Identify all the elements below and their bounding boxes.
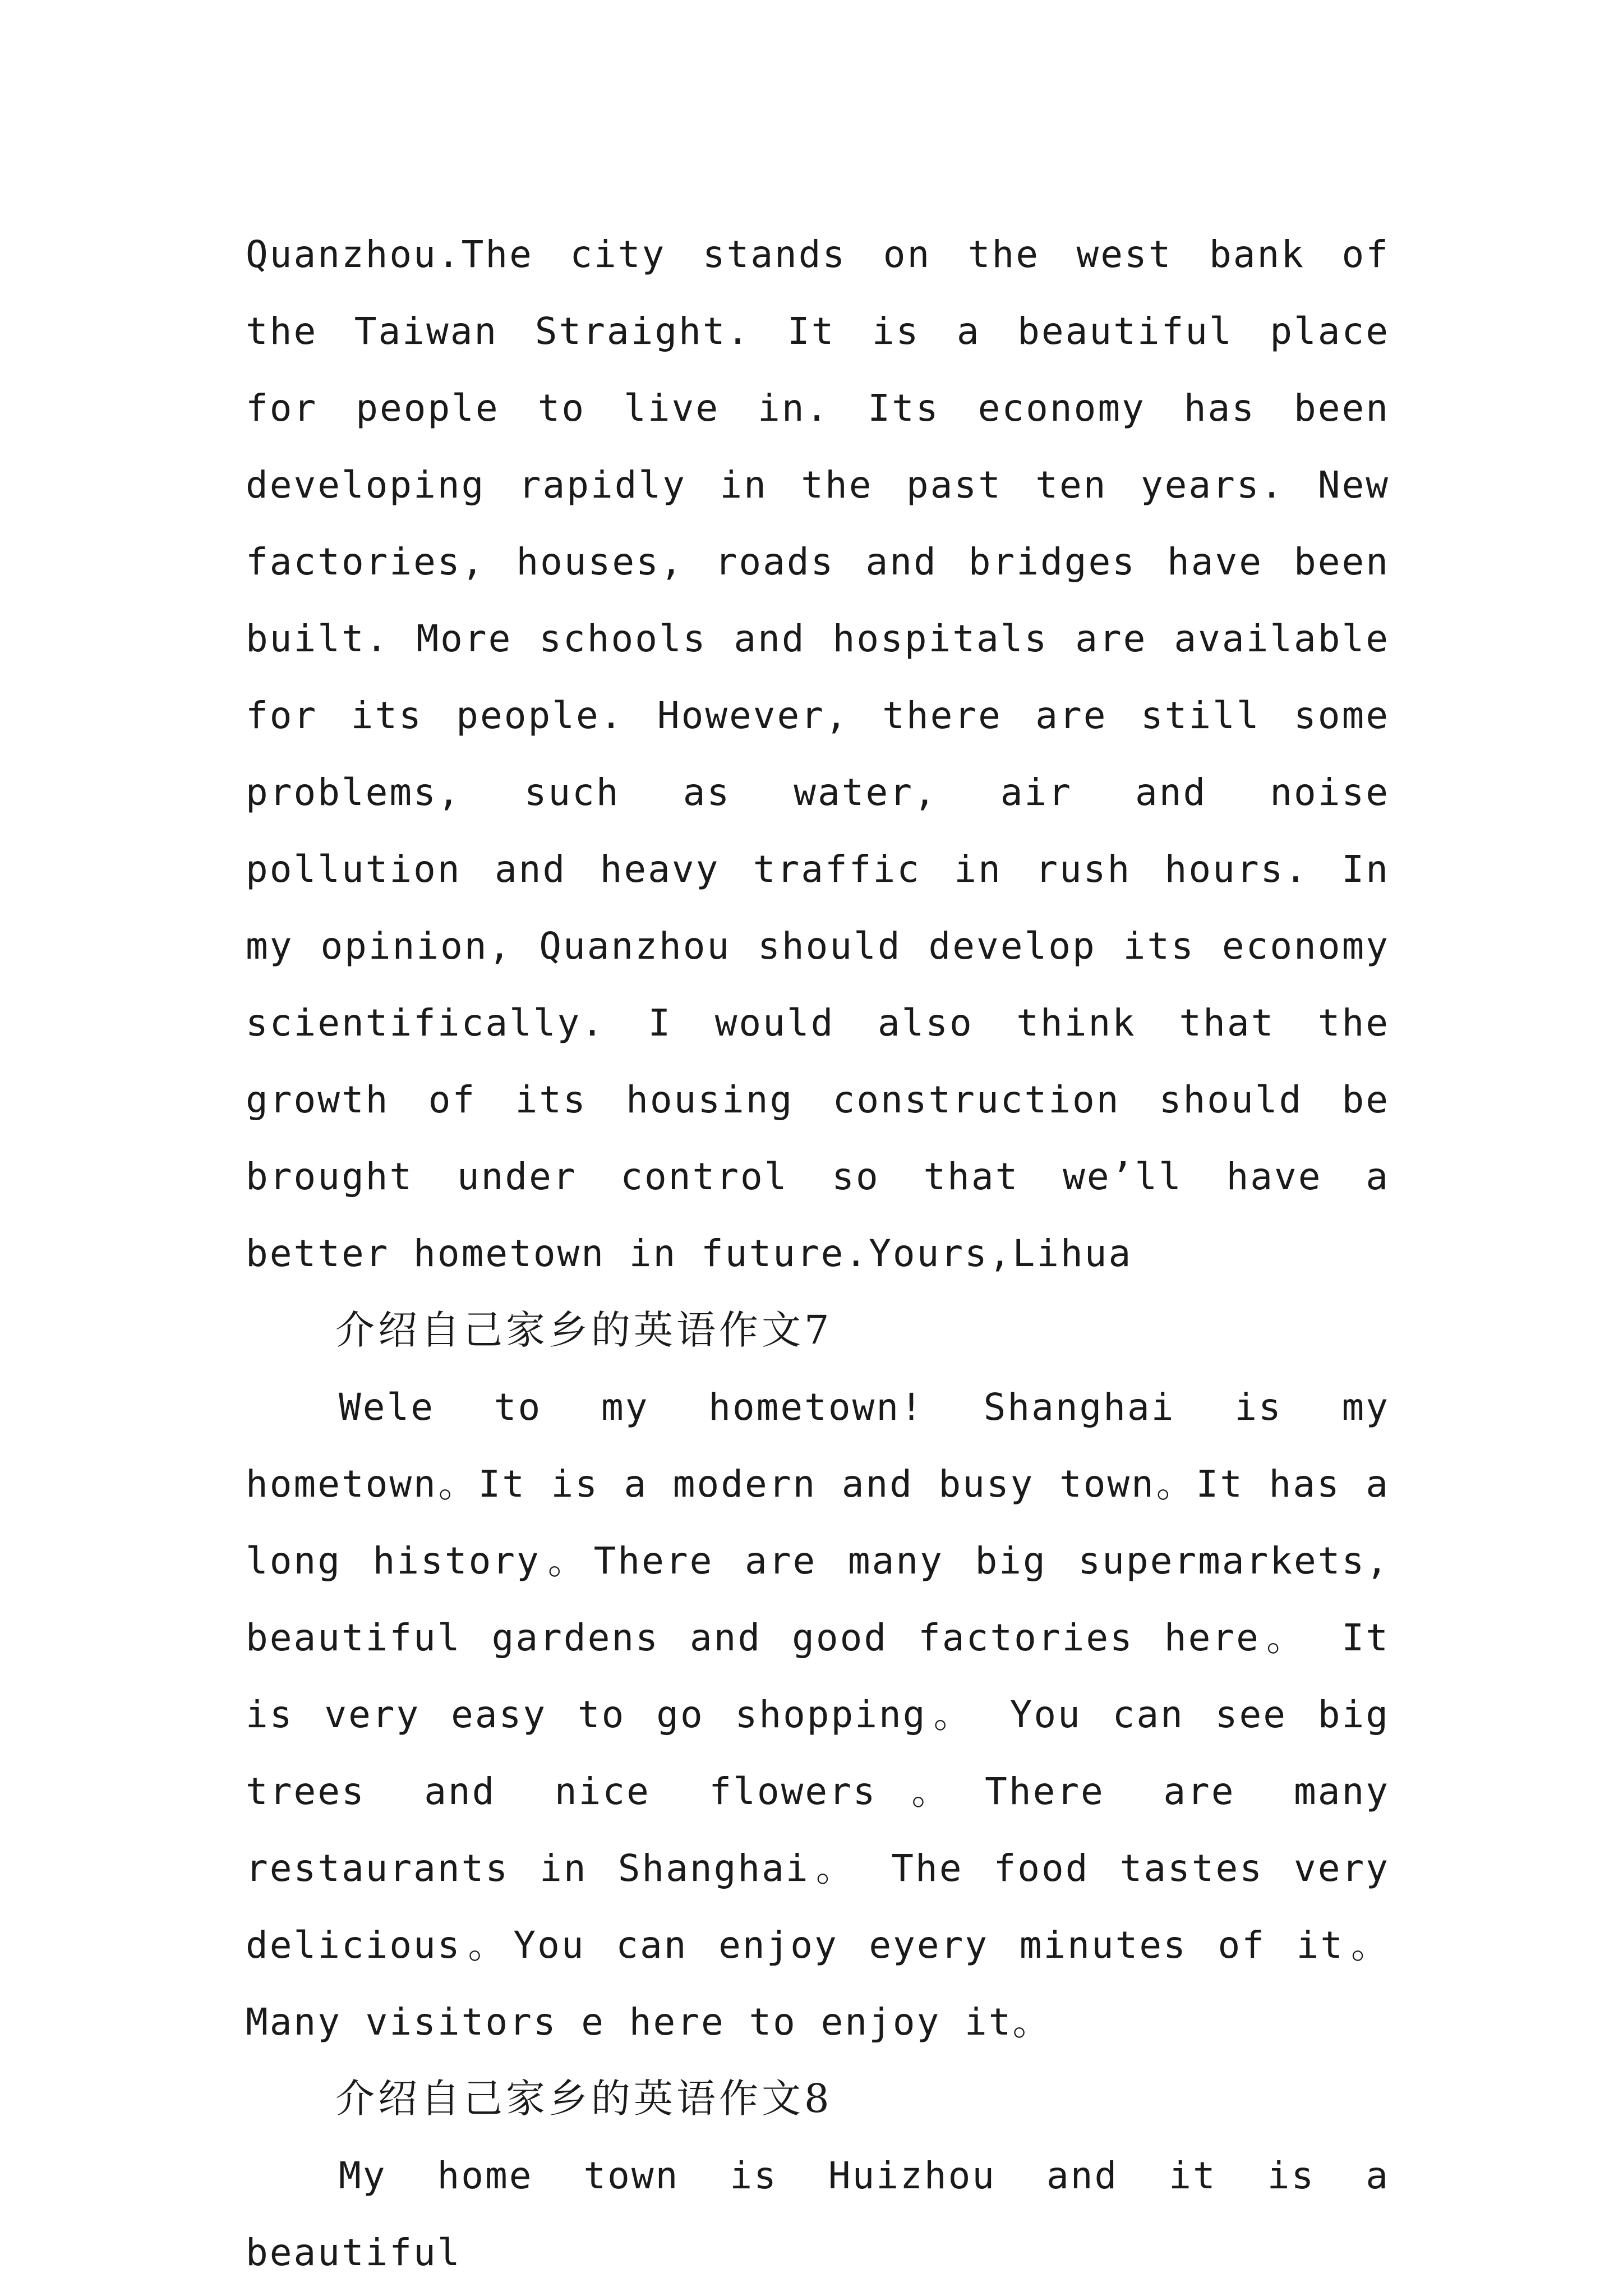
essay-heading: 介绍自己家乡的英语作文7 bbox=[335, 1307, 833, 1353]
essay-paragraph: Quanzhou.The city stands on the west bank of the Taiwan Straight. It is a beautiful place for people to live in. Its economy has been developing rapidly in the past ten years. New factories, houses, roads and bridges have been built. More schools and hospitals are available for its people. However, there are still some problems, such as water, air and noise pollution and heavy traffic in rush hours. In my opinion, Quanzhou should develop its economy scientifically. I would also think that the growth of its housing construction should be brought under control so that we’ll have a better hometown in future.Yours,Lihua bbox=[246, 233, 1390, 1275]
essay-paragraph: My home town is Huizhou and it is a beautiful bbox=[246, 2154, 1390, 2274]
essay-paragraph: Wele to my hometown! Shanghai is my hometown。It is a modern and busy town。It has a long history。There are many big supermarkets, beautiful gardens and good factories here。 It is very easy to go shopping。 You can see big trees and nice flowers。There are many restaurants in Shanghai。 The food tastes very delicious。You can enjoy eyery minutes of it。 Many visitors e here to enjoy it。 bbox=[246, 1386, 1390, 2044]
essay-heading: 介绍自己家乡的英语作文8 bbox=[335, 2076, 833, 2122]
document-body bbox=[246, 216, 1390, 2291]
